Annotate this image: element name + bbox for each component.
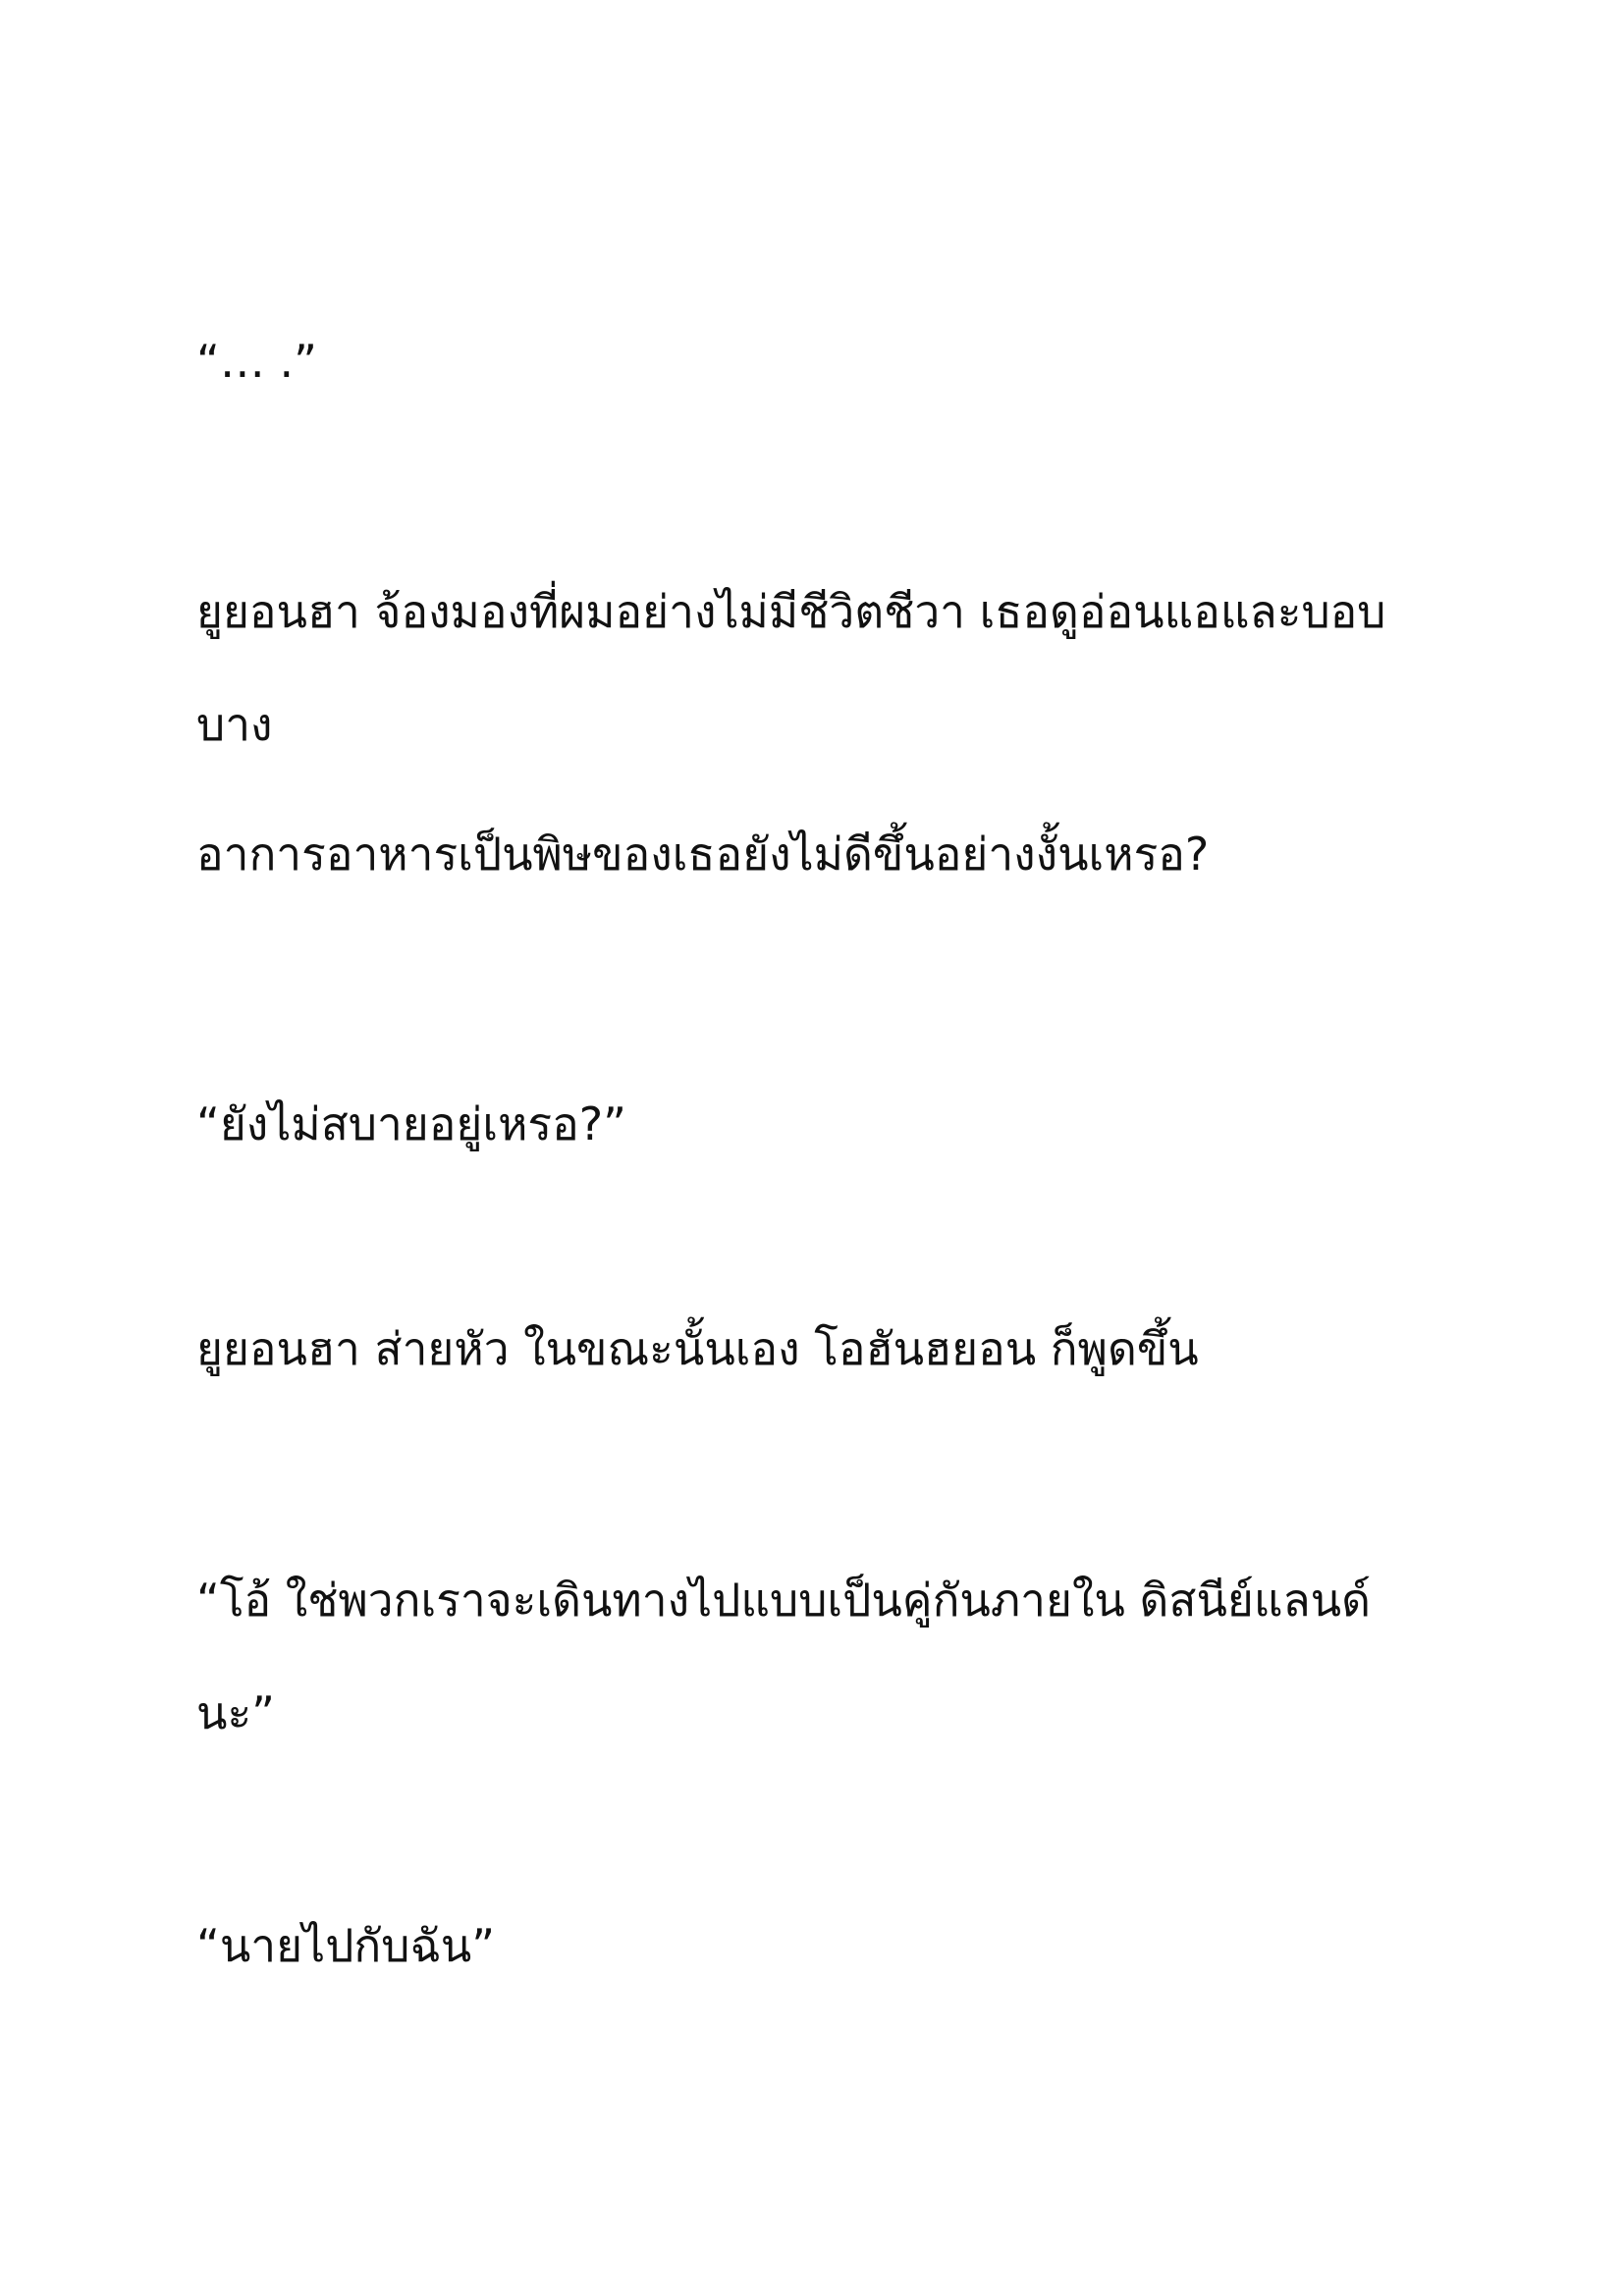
dialogue-you-with-me: “นายไปกับฉัน”	[196, 1919, 496, 1972]
narration-paragraph-1-line-1: ยูยอนฮา จ้องมองที่ผมอย่างไม่มีชีวิตชีวา เธอดูอ่อนแอและบอบ	[196, 585, 1386, 638]
dialogue-still-unwell: “ยังไม่สบายอยู่เหรอ?”	[196, 1097, 626, 1150]
dialogue-ellipsis: “… .”	[196, 335, 317, 388]
dialogue-disneyland-line-2: นะ”	[196, 1686, 275, 1739]
narration-paragraph-2: ยูยอนฮา ส่ายหัว ในขณะนั้นเอง โอฮันฮยอน ก็พูดขึ้น	[196, 1322, 1199, 1375]
narration-paragraph-1-line-2: บาง	[196, 698, 273, 751]
dialogue-disneyland-line-1: “โอ้ ใช่พวกเราจะเดินทางไปแบบเป็นคู่กันภายใน ดิสนีย์แลนด์	[196, 1574, 1371, 1627]
narration-question: อาการอาหารเป็นพิษของเธอยังไม่ดีขึ้นอย่างงั้นเหรอ?	[196, 828, 1210, 881]
